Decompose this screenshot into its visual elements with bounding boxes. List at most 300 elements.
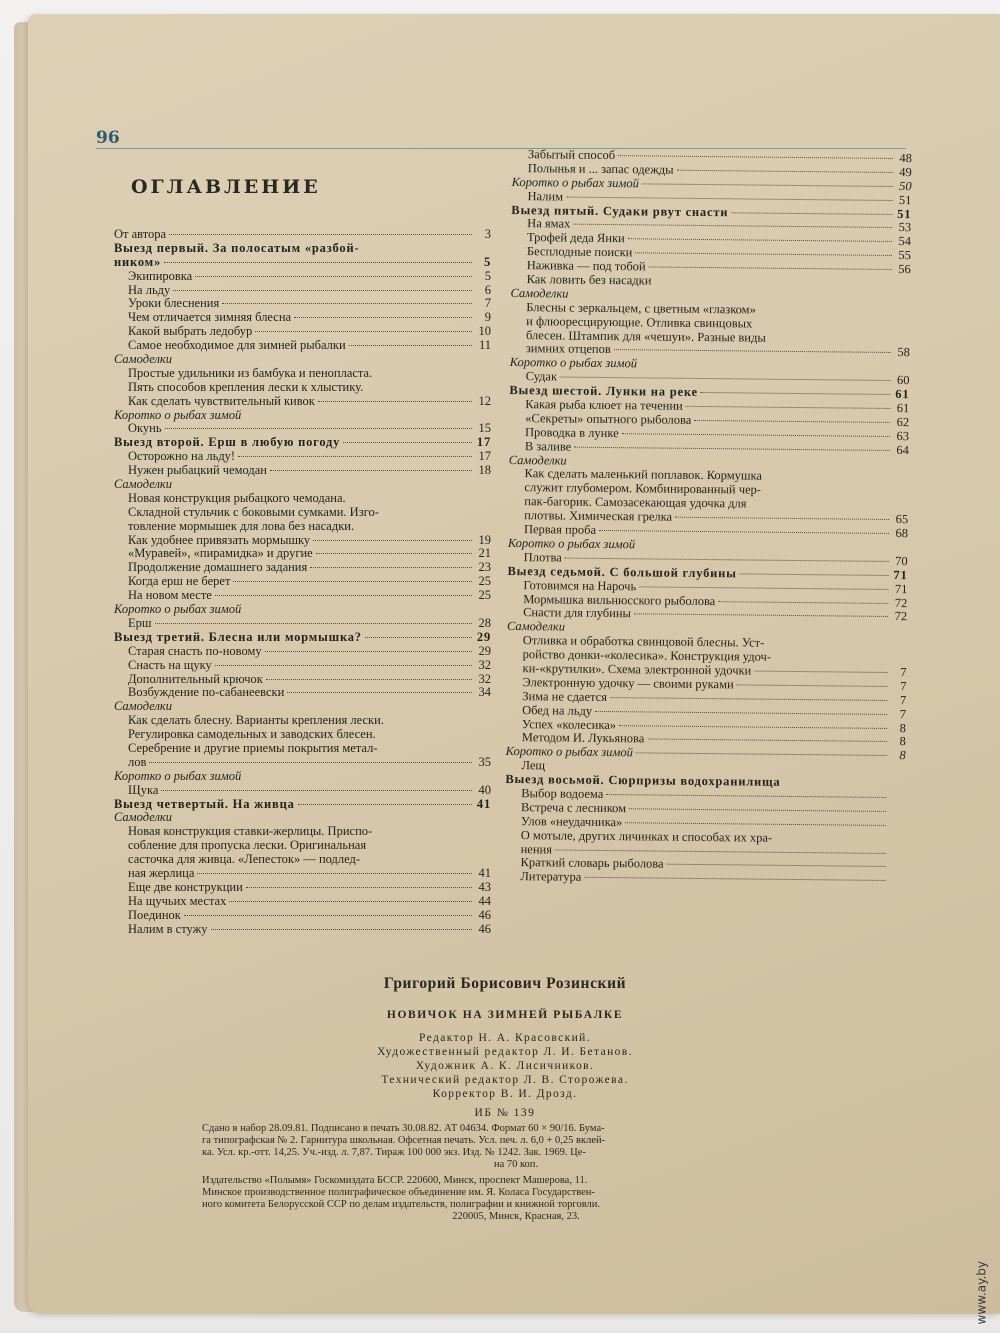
print-details-line: ка. Усл. кр.-отт. 14,25. Уч.-изд. л. 7,87. Тираж 100 000 экз. Изд. № 1242. Зак. 1969. Це-: [202, 1147, 586, 1158]
leader-dots: [161, 790, 472, 791]
toc-entry-title: Методом И. Лукьянова: [521, 730, 645, 746]
leader-dots: [568, 628, 888, 631]
toc-entry-title: Щука: [128, 782, 159, 797]
leader-dots: [750, 505, 890, 506]
toc-entry: [114, 728, 491, 742]
toc-entry: [114, 478, 491, 492]
toc-entry: [114, 325, 491, 339]
toc-entry: [114, 242, 491, 256]
leader-dots: [614, 350, 891, 354]
toc-entry-title: «Секреты» опытного рыболова: [525, 411, 692, 427]
toc-entry: [114, 867, 491, 881]
credit-line: Корректор В. И. Дрозд.: [432, 1088, 578, 1100]
toc-entry: [114, 617, 491, 631]
leader-dots: [349, 345, 472, 346]
leader-dots: [764, 491, 889, 492]
toc-entry-page: 53: [898, 220, 912, 235]
toc-entry-page: 5: [484, 268, 491, 283]
leader-dots: [294, 317, 472, 318]
toc-entry-title: ройство донки-«колесика». Конструкция удоч-: [522, 647, 772, 664]
toc-entry-title: Чем отличается зимняя блесна: [128, 310, 292, 325]
toc-entry-page: 40: [478, 782, 491, 797]
leader-dots: [195, 276, 472, 277]
toc-entry-title: Самоделки: [114, 810, 172, 825]
toc-entry-title: Лещ: [521, 758, 546, 773]
toc-entry-title: Коротко о рыбах зимой: [505, 744, 634, 760]
leader-dots: [165, 428, 472, 429]
toc-entry-title: Налим: [527, 188, 564, 204]
toc-entry-page: 46: [478, 921, 491, 936]
toc-entry-title: Какая рыба клюет на течении: [525, 397, 683, 413]
leader-dots: [173, 290, 472, 291]
toc-entry-page: 49: [899, 164, 912, 180]
leader-dots: [574, 446, 890, 450]
toc-entry-title: Полынья и ... запас одежды: [527, 161, 674, 177]
toc-entry: [114, 339, 491, 353]
toc-entry: [114, 561, 491, 575]
toc-entry-title: ником»: [114, 254, 162, 269]
toc-entry-page: 63: [896, 428, 910, 443]
leader-dots: [316, 553, 472, 554]
toc-entry-title: Бесплодные поиски: [526, 244, 633, 260]
toc-entry-page: 41: [476, 796, 491, 811]
toc-entry: [114, 534, 491, 548]
toc-entry-title: На щучьих местах: [128, 893, 227, 908]
leader-dots: [229, 901, 472, 902]
leader-dots: [606, 794, 886, 798]
credit-line: Художник А. К. Лисичников.: [415, 1060, 595, 1072]
toc-entry-title: Судак: [525, 369, 558, 384]
toc-entry: [114, 422, 491, 436]
leader-dots: [270, 470, 472, 471]
toc-entry-page: 72: [894, 595, 908, 610]
leader-dots: [365, 637, 472, 638]
leader-dots: [287, 692, 472, 693]
toc-entry-title: Трофей деда Янки: [526, 230, 625, 246]
toc-entry-page: 10: [478, 324, 491, 339]
toc-entry: [114, 603, 491, 617]
toc-right-column: [504, 148, 912, 888]
leader-dots: [634, 614, 888, 618]
toc-entry: [114, 228, 491, 242]
leader-dots: [618, 155, 893, 159]
leader-dots: [573, 224, 892, 228]
header-rule: [96, 148, 906, 149]
leader-dots: [636, 753, 887, 757]
toc-entry-page: 6: [484, 282, 491, 297]
publisher-line: Минское производственное полиграфическое объединение им. Я. Коласа Государствен-: [202, 1187, 595, 1198]
toc-entry-title: служит глубомером. Комбинированный чер-: [524, 480, 762, 498]
toc-entry-title: Выезд первый. За полосатым «разбой-: [114, 240, 360, 255]
toc-entry: [114, 381, 491, 395]
toc-entry-title: Как ловить без насадки: [526, 272, 652, 288]
toc-entry-title: Мормышка вильнюсского рыболова: [523, 591, 716, 608]
leader-dots: [619, 725, 887, 729]
toc-entry-title: Выбор водоема: [521, 786, 604, 801]
toc-entry-page: 17: [478, 449, 491, 464]
leader-dots: [184, 915, 472, 916]
toc-entry-page: 41: [478, 865, 491, 880]
leader-dots: [313, 540, 472, 541]
toc-entry-title: Уроки блеснения: [128, 296, 220, 311]
toc-entry-page: 12: [478, 393, 491, 408]
toc-entry-title: Литература: [520, 869, 582, 885]
toc-entry-title: зимних отцепов: [525, 341, 611, 357]
toc-entry-title: Старая снасть по-новому: [128, 643, 262, 658]
toc-entry-title: От автора: [114, 227, 167, 241]
toc-entry-title: собление для пропуска лески. Оригинальная: [128, 838, 367, 853]
toc-entry-title: Коротко о рыбах зимой: [507, 535, 636, 552]
toc-entry-page: 61: [896, 401, 910, 416]
toc-entry: [114, 631, 491, 645]
toc-entry: [114, 770, 491, 784]
toc-entry-page: 55: [898, 248, 911, 263]
credit-line: Технический редактор Л. В. Сторожева.: [381, 1074, 629, 1086]
leader-dots: [769, 338, 891, 339]
toc-entry: [114, 686, 491, 700]
toc-entry-page: 43: [478, 879, 491, 894]
toc-entry: [114, 492, 491, 506]
leader-dots: [625, 822, 886, 826]
toc-entry-page: 71: [894, 581, 908, 596]
toc-entry-page: 9: [484, 310, 491, 325]
toc-entry-title: Выезд третий. Блесна или мормышка?: [114, 629, 362, 644]
toc-entry-page: 35: [478, 754, 491, 769]
leader-dots: [694, 420, 890, 423]
toc-entry-title: Коротко о рыбах зимой: [114, 768, 242, 783]
toc-entry-page: 70: [895, 553, 908, 568]
toc-entry: [114, 784, 491, 798]
leader-dots: [686, 406, 891, 409]
toc-entry-page: 32: [478, 671, 491, 686]
toc-entry-title: Первая проба: [523, 522, 597, 537]
leader-dots: [343, 442, 472, 443]
toc-entry-title: Продолжение домашнего задания: [128, 560, 308, 575]
leader-dots: [649, 267, 892, 271]
leader-dots: [759, 310, 891, 311]
toc-entry: [114, 450, 491, 464]
leader-dots: [675, 517, 889, 520]
leader-dots: [740, 573, 889, 576]
leader-dots: [599, 530, 889, 534]
toc-entry-title: Коротко о рыбах зимой: [511, 174, 639, 191]
toc-entry-title: Поединок: [128, 907, 181, 922]
toc-entry-title: Готовимся на Нарочь: [523, 577, 637, 593]
toc-entry-title: Новая конструкция рыбацкого чемодана.: [128, 490, 346, 505]
toc-entry-page: 7: [899, 706, 907, 721]
toc-entry-title: Выезд второй. Ерш в любую погоду: [114, 435, 341, 450]
toc-entry-title: Когда ерш не берет: [128, 574, 231, 589]
leader-dots: [767, 644, 888, 645]
toc-entry-title: Забытый способ: [527, 147, 616, 163]
leader-dots: [566, 196, 892, 200]
toc-entry-title: Коротко о рыбах зимой: [509, 355, 638, 371]
toc-entry-page: 25: [478, 574, 491, 589]
print-details-line: га типографская № 2. Гарнитура школьная. Офсетная печать. Усл. печ. л. 6,0 + 0,25 вклей-: [202, 1135, 606, 1146]
leader-dots: [560, 377, 891, 381]
leader-dots: [610, 697, 887, 701]
toc-entry-page: 56: [898, 262, 911, 277]
toc-entry-page: 46: [478, 907, 491, 922]
toc-entry-page: 29: [476, 629, 491, 644]
toc-entry-title: На новом месте: [128, 588, 212, 603]
toc-entry-page: 54: [898, 234, 912, 249]
leader-dots: [149, 762, 472, 763]
toc-entry-title: О мотыле, других личинках и способах их хра-: [520, 827, 773, 845]
ib-number: ИБ № 139: [474, 1107, 536, 1119]
leader-dots: [647, 739, 886, 743]
print-details: [180, 1123, 830, 1223]
toc-entry: [114, 714, 491, 728]
toc-entry-title: Успех «колесика»: [521, 716, 617, 732]
toc-entry: [114, 297, 491, 311]
toc-entry-title: Снасть на щуку: [128, 657, 212, 672]
toc-entry: [114, 506, 491, 520]
leader-dots: [654, 282, 891, 284]
toc-entry-title: На льду: [128, 282, 171, 297]
toc-entry-page: 7: [900, 678, 907, 694]
toc-entry-title: Новая конструкция ставки-жерлицы. Приспо-: [128, 824, 373, 839]
leader-dots: [571, 295, 891, 298]
toc-entry: [114, 270, 491, 284]
toc-entry-title: Складной стульчик с боковыми сумками. Изго-: [128, 504, 379, 519]
leader-dots: [570, 461, 890, 464]
toc-entry: [114, 659, 491, 673]
toc-entry-title: Дополнительный крючок: [128, 671, 263, 686]
toc-entry-page: 62: [896, 414, 910, 430]
author-name: Григорий Борисович Розинский: [383, 975, 627, 992]
publisher-info: [202, 1175, 830, 1223]
leader-dots: [775, 838, 886, 839]
toc-entry-title: Окунь: [128, 421, 162, 436]
toc-entry-title: Снасти для глубины: [523, 605, 632, 621]
credits-list: [180, 1031, 830, 1101]
toc-entry-page: 50: [899, 178, 912, 193]
toc-entry-title: Серебрение и другие приемы покрытия метал-: [128, 740, 378, 755]
leader-dots: [755, 324, 891, 325]
toc-entry-page: 3: [484, 227, 491, 241]
toc-entry-page: 61: [895, 387, 910, 402]
leader-dots: [774, 658, 888, 659]
toc-entry-page: 51: [898, 192, 912, 207]
toc-entry-title: Плотва: [523, 549, 562, 565]
toc-entry-title: Как удобнее привязать мормышку: [128, 532, 311, 547]
leader-dots: [298, 804, 472, 805]
toc-entry-page: 7: [899, 692, 907, 707]
toc-entry-title: Выезд пятый. Судаки рвут снасти: [511, 202, 729, 219]
imprint-block: [180, 975, 830, 1223]
toc-entry-title: Наживка — под тобой: [526, 258, 646, 274]
leader-dots: [233, 581, 472, 582]
print-details-line: на 70 коп.: [493, 1159, 539, 1170]
leader-dots: [266, 679, 472, 680]
toc-entry-title: Блесны с зеркальцем, с цветным «глазком»: [526, 299, 756, 317]
toc-entry-title: Простые удильники из бамбука и пенопласта.: [128, 365, 373, 380]
publisher-line: 220005, Минск, Красная, 23.: [452, 1211, 580, 1222]
toc-entry-page: 29: [478, 643, 491, 658]
toc-entry: [114, 547, 491, 561]
toc-entry-title: Регулировка самодельных и заводских блесен.: [128, 727, 376, 742]
toc-entry: [114, 853, 491, 867]
toc-entry-page: 28: [478, 615, 491, 630]
leader-dots: [211, 929, 473, 930]
toc-entry: [114, 811, 491, 825]
toc-entry-page: 8: [899, 748, 906, 763]
leader-dots: [548, 767, 886, 771]
leader-dots: [255, 331, 472, 332]
toc-entry-title: Самоделки: [510, 285, 569, 301]
toc-entry-title: Зима не сдается: [522, 688, 608, 704]
leader-dots: [215, 665, 472, 666]
toc-entry-page: 58: [897, 345, 910, 360]
toc-entry-title: В заливе: [524, 438, 572, 454]
toc-entry-title: блесен. Штампик для «чешуи». Разные виды: [525, 327, 766, 345]
toc-entry-page: 15: [478, 421, 491, 436]
publisher-line: Издательство «Полымя» Госкомиздата БССР. 220600, Минск, проспект Машерова, 11.: [202, 1175, 588, 1186]
leader-dots: [677, 170, 893, 173]
toc-entry-title: Коротко о рыбах зимой: [114, 407, 242, 422]
toc-entry: [114, 881, 491, 895]
toc-entry: [114, 825, 491, 839]
toc-entry: [114, 464, 491, 478]
toc-entry-page: 44: [478, 893, 491, 908]
toc-entry-page: 5: [483, 254, 491, 269]
toc-entry: [114, 645, 491, 659]
toc-entry-title: Как сделать чувствительный кивок: [128, 393, 315, 408]
toc-entry: [114, 395, 491, 409]
toc-entry-page: 17: [476, 435, 491, 450]
toc-entry-title: и флюоресцирующие. Отливка свинцовых: [526, 313, 753, 331]
toc-entry-page: 8: [899, 734, 906, 749]
leader-dots: [638, 545, 889, 548]
toc-entry-title: Еще две конструкции: [128, 879, 243, 894]
toc-entry-title: пак-багорик. Самозасекающая удочка для: [524, 494, 747, 511]
toc-entry-page: 25: [478, 588, 491, 603]
leader-dots: [622, 433, 890, 437]
toc-entry: [114, 284, 491, 298]
leader-dots: [265, 651, 472, 652]
toc-entry-page: 65: [895, 512, 909, 527]
toc-entry: [114, 756, 491, 770]
leader-dots: [169, 234, 472, 235]
toc-entry: [114, 742, 491, 756]
toc-entry-title: Электронную удочку — своими руками: [522, 674, 734, 692]
leader-dots: [629, 808, 886, 812]
toc-entry-title: нения: [520, 841, 553, 856]
page-number: 96: [96, 128, 120, 148]
toc-entry-title: Самоделки: [506, 619, 566, 634]
toc-entry-page: 48: [899, 151, 912, 166]
toc-entry-page: 68: [895, 526, 909, 541]
toc-entry-title: Краткий словарь рыболова: [520, 855, 664, 872]
toc-entry-title: Выезд четвертый. На живца: [114, 796, 295, 811]
toc-entry-title: Проводка в лунке: [524, 424, 619, 440]
book-title: НОВИЧОК НА ЗИМНЕЙ РЫБАЛКЕ: [386, 1009, 624, 1021]
leader-dots: [595, 711, 887, 715]
toc-entry-title: састочка для живца. «Лепесток» — подлед-: [128, 852, 361, 867]
toc-entry-title: Как сделать маленький поплавок. Кормушка: [524, 466, 763, 484]
toc-entry-title: Возбуждение по-сабанеевски: [128, 685, 285, 700]
toc-entry-page: 19: [478, 532, 491, 547]
toc-entry: [114, 798, 491, 812]
print-details-line: Сдано в набор 28.09.81. Подписано в печать 30.08.82. АТ 04634. Формат 60 × 90/16. Бума-: [202, 1123, 605, 1134]
leader-dots: [584, 877, 885, 881]
toc-entry-title: Самоделки: [114, 352, 172, 367]
toc-entry-title: Экипировка: [128, 268, 193, 283]
toc-entry-page: 11: [478, 338, 491, 353]
leader-dots: [765, 477, 890, 478]
leader-dots: [754, 671, 887, 673]
leader-dots: [640, 365, 891, 368]
toc-left-column: [114, 228, 491, 936]
toc-entry-page: 8: [899, 720, 907, 735]
toc-entry-title: Пять способов крепления лески к хлыстику.: [128, 379, 364, 394]
toc-entry: [114, 923, 491, 937]
toc-entry-title: Выезд шестой. Лунки на реке: [509, 383, 699, 400]
toc-entry: [114, 909, 491, 923]
toc-entry-title: Встреча с лесником: [521, 799, 627, 816]
toc-entry-title: Обед на льду: [522, 702, 593, 718]
credit-line: Художественный редактор Л. И. Бетанов.: [377, 1046, 633, 1058]
leader-dots: [731, 212, 892, 215]
toc-entry-title: На ямах: [527, 216, 571, 232]
toc-entry-title: Самое необходимое для зимней рыбалки: [128, 338, 346, 353]
toc-entry-page: 64: [896, 442, 909, 457]
leader-dots: [318, 401, 472, 402]
toc-entry: [114, 409, 491, 423]
toc-entry-title: Как сделать блесну. Варианты крепления лески.: [128, 713, 384, 728]
toc-entry-page: 21: [478, 546, 491, 561]
toc-entry-title: Ерш: [128, 615, 152, 630]
toc-entry-page: 32: [478, 657, 491, 672]
toc-entry: [114, 895, 491, 909]
publisher-line: ного комитета Белорусской ССР по делам издательств, полиграфии и книжной торговли.: [202, 1199, 601, 1210]
toc-entry-title: Самоделки: [114, 477, 172, 492]
leader-dots: [642, 183, 893, 187]
leader-dots: [246, 887, 472, 888]
leader-dots: [555, 849, 886, 853]
toc-entry: [114, 353, 491, 367]
toc-entry: [114, 436, 491, 450]
toc-entry-title: Выезд седьмой. С большой глубины: [507, 563, 737, 581]
toc-entry-title: Самоделки: [114, 699, 172, 714]
leader-dots: [737, 684, 888, 687]
toc-entry-title: ки-«крутилки». Схема электронной удочки: [522, 661, 752, 678]
toc-entry-title: Осторожно на льду!: [128, 449, 236, 464]
toc-entry-title: Отливка и обработка свинцовой блесны. Уст-: [522, 633, 765, 650]
toc-entry-page: 18: [478, 463, 491, 478]
toc-entry: [114, 589, 491, 603]
toc-entry: [114, 839, 491, 853]
toc-entry: [114, 700, 491, 714]
toc-entry-page: 60: [897, 373, 910, 388]
toc-entry-page: 51: [897, 206, 912, 221]
toc-title: ОГЛАВЛЕНИЕ: [131, 176, 321, 198]
toc-entry-page: 71: [893, 567, 908, 582]
credit-line: Редактор Н. А. Красовский.: [419, 1032, 591, 1044]
toc-entry-title: ная жерлица: [128, 865, 195, 880]
toc-entry-title: плотвы. Химическая грелка: [524, 508, 673, 524]
leader-dots: [701, 392, 891, 395]
toc-entry-title: Самоделки: [508, 452, 567, 468]
leader-dots: [155, 623, 472, 624]
toc-entry-title: товление мормышек для лова без насадки.: [128, 518, 355, 533]
leader-dots: [310, 567, 472, 568]
toc-entry-page: 7: [900, 665, 907, 680]
leader-dots: [628, 239, 892, 243]
leader-dots: [718, 601, 888, 604]
toc-entry-title: Какой выбрать ледобур: [128, 324, 253, 339]
